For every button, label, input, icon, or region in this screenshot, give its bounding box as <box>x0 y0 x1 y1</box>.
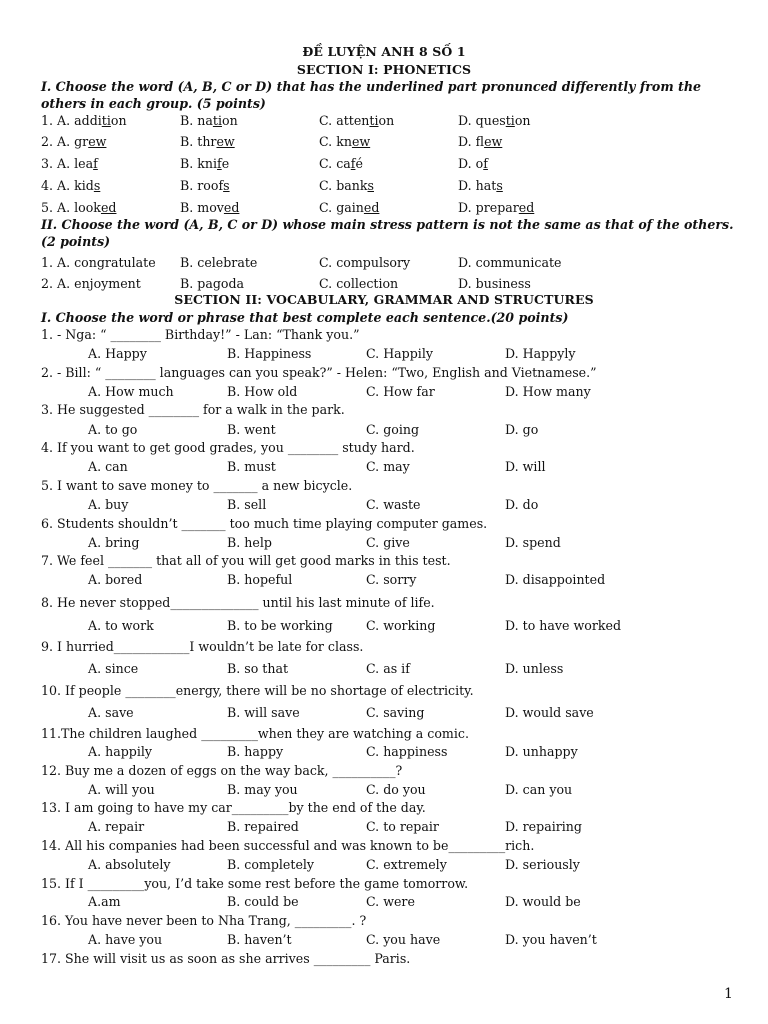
document-title: ĐỀ LUYỆN ANH 8 SỐ 1 <box>302 44 466 59</box>
answer-option: B. pagoda <box>180 276 245 291</box>
underlined-part: s <box>496 178 503 193</box>
question-text: 14. All his companies had been successful and was known to be_________rich. <box>41 838 535 853</box>
answer-option: 4. A. kids <box>41 178 101 193</box>
answer-option: A. bored <box>88 572 143 587</box>
underlined-part: ed <box>363 200 380 215</box>
answer-option: D. Happyly <box>505 346 576 361</box>
question-text: 9. I hurried____________I wouldn’t be late for class. <box>41 639 364 654</box>
answer-option: 2. A. enjoyment <box>41 276 141 291</box>
phonetics-instruction-2: II. Choose the word (A, B, C or D) whose main stress pattern is not the same as that of the others. (2 points) <box>41 217 734 249</box>
underlined-part: ew <box>88 134 107 149</box>
answer-option: D. unhappy <box>505 744 578 759</box>
answer-option: B. nation <box>180 113 238 128</box>
answer-option: 5. A. looked <box>41 200 117 215</box>
phonetics-row <box>0 156 768 176</box>
answer-option: B. went <box>227 422 276 437</box>
answer-option: B. will save <box>227 705 300 720</box>
underlined-part: s <box>93 178 101 193</box>
answer-option: D. will <box>505 459 546 474</box>
answer-option: D. you haven’t <box>505 932 597 947</box>
underlined-part: f <box>350 156 356 171</box>
answer-option: C. gained <box>319 200 380 215</box>
answer-option: C. as if <box>366 661 410 676</box>
question-text: 10. If people ________energy, there will be no shortage of electricity. <box>41 683 474 698</box>
answer-option: B. help <box>227 535 272 550</box>
options-row <box>0 384 768 404</box>
options-row <box>0 744 768 764</box>
options-row <box>0 705 768 725</box>
options-row <box>0 459 768 479</box>
question-text: 4. If you want to get good grades, you ________ study hard. <box>41 440 415 455</box>
underlined-part: s <box>223 178 230 193</box>
answer-option: D. seriously <box>505 857 580 872</box>
answer-option: D. can you <box>505 782 573 797</box>
answer-option: D. flew <box>458 134 503 149</box>
question-text: 6. Students shouldn’t _______ too much time playing computer games. <box>41 516 488 531</box>
question-text: 3. He suggested ________ for a walk in the park. <box>41 402 345 417</box>
underlined-part: ti <box>505 113 515 128</box>
answer-option: D. go <box>505 422 539 437</box>
answer-option: B. celebrate <box>180 255 258 270</box>
options-row <box>0 782 768 802</box>
answer-option: 1. A. addition <box>41 113 127 128</box>
page-number: 1 <box>724 986 733 1002</box>
answer-option: B. Happiness <box>227 346 312 361</box>
answer-option: 2. A. grew <box>41 134 107 149</box>
answer-option: B. moved <box>180 200 240 215</box>
options-row <box>0 894 768 914</box>
answer-option: B. hopeful <box>227 572 293 587</box>
answer-option: C. compulsory <box>319 255 411 270</box>
answer-option: A. repair <box>88 819 145 834</box>
question-text: 17. She will visit us as soon as she arrives _________ Paris. <box>41 951 411 966</box>
answer-option: C. extremely <box>366 857 447 872</box>
answer-option: B. How old <box>227 384 298 399</box>
answer-option: C. waste <box>366 497 421 512</box>
underlined-part: ew <box>216 134 235 149</box>
section2-heading: SECTION II: VOCABULARY, GRAMMAR AND STRUCTURES <box>174 292 594 307</box>
underlined-part: ti <box>101 113 111 128</box>
answer-option: A. How much <box>88 384 174 399</box>
underlined-part: ed <box>518 200 535 215</box>
answer-option: D. communicate <box>458 255 562 270</box>
options-row <box>0 661 768 681</box>
answer-option: A. happily <box>88 744 153 759</box>
underlined-part: f <box>217 156 222 171</box>
question-text: 16. You have never been to Nha Trang, _________. ? <box>41 913 367 928</box>
options-row <box>0 572 768 592</box>
vocab-instruction: I. Choose the word or phrase that best complete each sentence.(20 points) <box>41 310 569 325</box>
question-text: 5. I want to save money to _______ a new bicycle. <box>41 478 353 493</box>
phonetics-row <box>0 178 768 198</box>
answer-option: D. How many <box>505 384 591 399</box>
answer-option: C. sorry <box>366 572 417 587</box>
underlined-part: ew <box>351 134 371 149</box>
options-row <box>0 346 768 366</box>
answer-option: C. saving <box>366 705 425 720</box>
section1-heading: SECTION I: PHONETICS <box>296 62 472 77</box>
answer-option: C. collection <box>319 276 399 291</box>
answer-option: 1. A. congratulate <box>41 255 156 270</box>
answer-option: B. roofs <box>180 178 230 193</box>
answer-option: D. to have worked <box>505 618 622 633</box>
phonetics-instruction-1: I. Choose the word (A, B, C or D) that has the underlined part pronunced differently from the others in each group. (5 points) <box>41 79 702 111</box>
answer-option: D. disappointed <box>505 572 606 587</box>
question-text: 1. - Nga: “ ________ Birthday!” - Lan: “Thank you.” <box>41 327 360 342</box>
question-text: 7. We feel _______ that all of you will get good marks in this test. <box>41 553 451 568</box>
answer-option: D. prepared <box>458 200 535 215</box>
answer-option: B. happy <box>227 744 284 759</box>
answer-option: A. bring <box>88 535 140 550</box>
underlined-part: s <box>367 178 374 193</box>
answer-option: C. were <box>366 894 415 909</box>
underlined-part: ti <box>369 113 379 128</box>
answer-option: B. sell <box>227 497 267 512</box>
answer-option: C. give <box>366 535 410 550</box>
underlined-part: ti <box>212 113 222 128</box>
answer-option: B. may you <box>227 782 298 797</box>
underlined-part: ed <box>100 200 117 215</box>
question-text: 11.The children laughed _________when they are watching a comic. <box>41 726 469 741</box>
answer-option: C. going <box>366 422 420 437</box>
phonetics-row <box>0 113 768 133</box>
underlined-part: ed <box>223 200 240 215</box>
options-row <box>0 932 768 952</box>
question-text: 2. - Bill: “ ________ languages can you speak?” - Helen: “Two, English and Vietnamese.” <box>41 365 597 380</box>
answer-option: D. business <box>458 276 531 291</box>
answer-option: D. do <box>505 497 539 512</box>
answer-option: C. café <box>319 156 363 171</box>
answer-option: A. Happy <box>88 346 147 361</box>
question-text: 15. If I _________you, I’d take some rest before the game tomorrow. <box>41 876 469 891</box>
answer-option: B. must <box>227 459 276 474</box>
options-row <box>0 497 768 517</box>
answer-option: A.am <box>88 894 121 909</box>
answer-option: D. hats <box>458 178 503 193</box>
options-row <box>0 819 768 839</box>
answer-option: B. completely <box>227 857 315 872</box>
answer-option: A. to work <box>88 618 154 633</box>
answer-option: A. buy <box>88 497 129 512</box>
answer-option: B. could be <box>227 894 299 909</box>
question-text: 8. He never stopped______________ until his last minute of life. <box>41 595 435 610</box>
answer-option: C. working <box>366 618 436 633</box>
answer-option: D. question <box>458 113 531 128</box>
answer-option: D. spend <box>505 535 561 550</box>
question-text: 13. I am going to have my car_________by the end of the day. <box>41 800 426 815</box>
underlined-part: f <box>483 156 488 171</box>
answer-option: D. of <box>458 156 488 171</box>
underlined-part: f <box>93 156 98 171</box>
answer-option: A. save <box>88 705 134 720</box>
answer-option: C. may <box>366 459 410 474</box>
answer-option: B. to be working <box>227 618 333 633</box>
underlined-part: ew <box>484 134 503 149</box>
stress-row <box>0 255 768 275</box>
answer-option: C. banks <box>319 178 374 193</box>
answer-option: A. will you <box>88 782 155 797</box>
answer-option: C. do you <box>366 782 426 797</box>
answer-option: A. have you <box>88 932 163 947</box>
answer-option: D. unless <box>505 661 564 676</box>
answer-option: B. knife <box>180 156 230 171</box>
answer-option: A. to go <box>88 422 138 437</box>
answer-option: B. so that <box>227 661 289 676</box>
answer-option: D. repairing <box>505 819 582 834</box>
answer-option: B. repaired <box>227 819 299 834</box>
phonetics-row <box>0 134 768 154</box>
answer-option: C. attention <box>319 113 395 128</box>
answer-option: D. would be <box>505 894 581 909</box>
answer-option: C. happiness <box>366 744 448 759</box>
answer-option: C. Happily <box>366 346 433 361</box>
answer-option: B. threw <box>180 134 235 149</box>
answer-option: C. knew <box>319 134 371 149</box>
answer-option: D. would save <box>505 705 594 720</box>
options-row <box>0 535 768 555</box>
answer-option: A. absolutely <box>88 857 171 872</box>
options-row <box>0 618 768 638</box>
answer-option: 3. A. leaf <box>41 156 98 171</box>
answer-option: A. since <box>88 661 139 676</box>
answer-option: C. How far <box>366 384 435 399</box>
answer-option: C. to repair <box>366 819 439 834</box>
answer-option: A. can <box>88 459 128 474</box>
answer-option: B. haven’t <box>227 932 292 947</box>
answer-option: C. you have <box>366 932 441 947</box>
options-row <box>0 422 768 442</box>
options-row <box>0 857 768 877</box>
question-text: 12. Buy me a dozen of eggs on the way back, __________? <box>41 763 403 778</box>
